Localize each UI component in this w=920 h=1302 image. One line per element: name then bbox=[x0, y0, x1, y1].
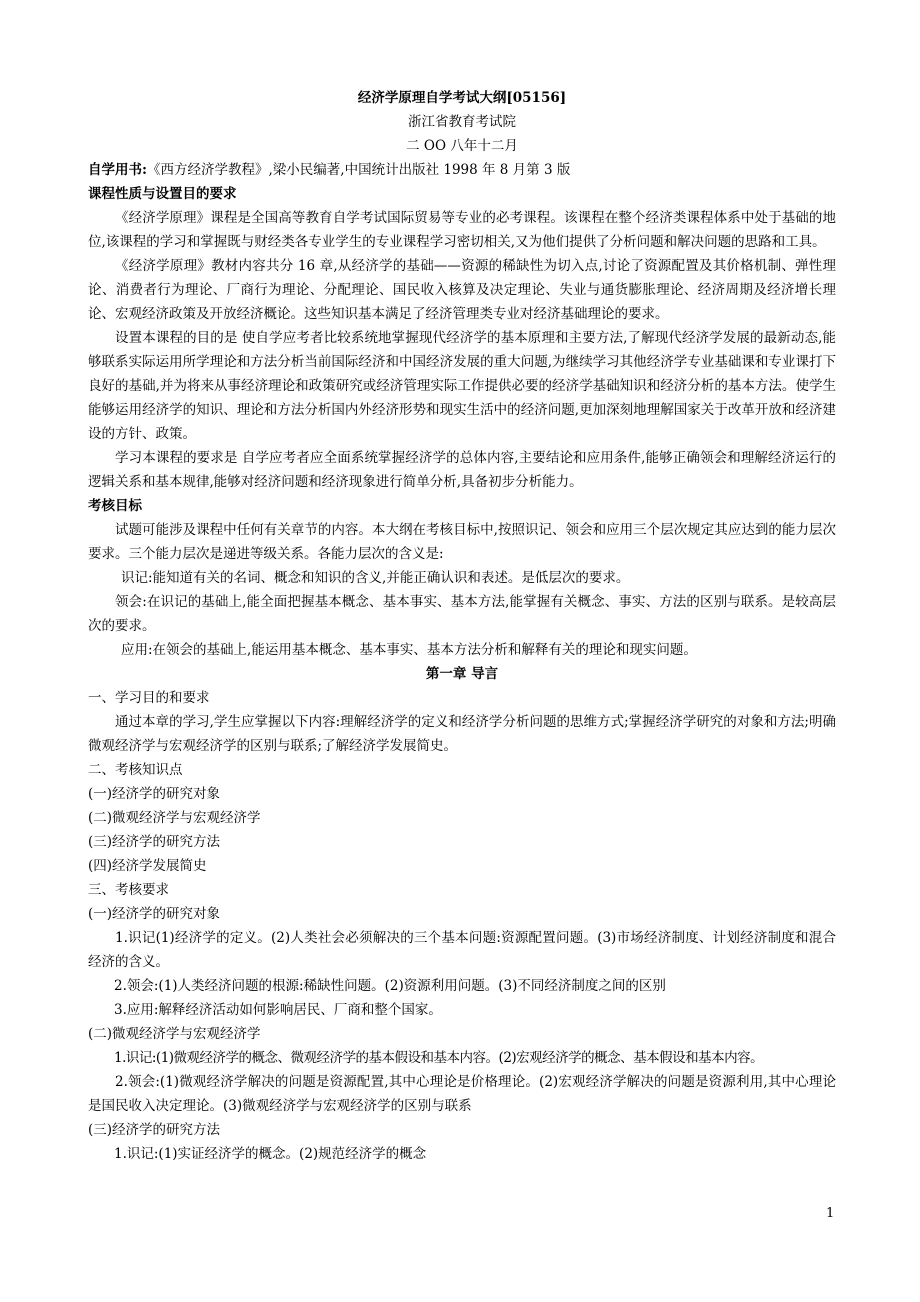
textbook-line bbox=[88, 158, 836, 182]
section-heading: 一、学习目的和要求 bbox=[88, 690, 210, 706]
requirement-item: 1.识记(1)经济学的定义。(2)人类社会必须解决的三个基本问题:资源配置问题。(3)市场经济制度、计划经济制度和混合经济的含义。 bbox=[88, 930, 836, 970]
page-number: 1 bbox=[826, 1206, 835, 1221]
issue-date: 二 OO 八年十二月 bbox=[406, 138, 518, 154]
knowledge-point: (一)经济学的研究对象 bbox=[88, 786, 221, 802]
requirement-item: 1.识记:(1)微观经济学的概念、微观经济学的基本假设和基本内容。(2)宏观经济学的概念、基本假设和基本内容。 bbox=[114, 1050, 764, 1066]
section-heading: 二、考核知识点 bbox=[88, 762, 183, 778]
requirement-item: 1.识记:(1)实证经济学的概念。(2)规范经济学的概念 bbox=[114, 1146, 427, 1162]
goals-paragraph: 试题可能涉及课程中任何有关章节的内容。本大纲在考核目标中,按照识记、领会和应用三个层次规定其应达到的能力层次要求。三个能力层次是递进等级关系。各能力层次的含义是: bbox=[88, 522, 836, 562]
requirement-heading: (三)经济学的研究方法 bbox=[88, 1122, 221, 1138]
document-page bbox=[88, 86, 836, 1166]
goal-understand: 领会:在识记的基础上,能全面把握基本概念、基本事实、基本方法,能掌握有关概念、事实、方法的区别与联系。是较高层次的要求。 bbox=[88, 594, 836, 634]
course-paragraph-4: 学习本课程的要求是 自学应考者应全面系统掌握经济学的总体内容,主要结论和应用条件,能够正确领会和理解经济运行的逻辑关系和基本规律,能够对经济问题和经济现象进行简单分析,具备初步分析能力。 bbox=[88, 450, 836, 490]
goal-recall: 识记:能知道有关的名词、概念和知识的含义,并能正确认识和表述。是低层次的要求。 bbox=[121, 570, 630, 586]
requirement-item: 2.领会:(1)微观经济学解决的问题是资源配置,其中心理论是价格理论。(2)宏观经济学解决的问题是资源利用,其中心理论是国民收入决定理论。(3)微观经济学与宏观经济学的区别与联系 bbox=[88, 1074, 836, 1114]
knowledge-point: (三)经济学的研究方法 bbox=[88, 834, 221, 850]
chapter-title: 第一章 导言 bbox=[425, 666, 499, 682]
section-heading: 三、考核要求 bbox=[88, 882, 169, 898]
knowledge-point: (二)微观经济学与宏观经济学 bbox=[88, 810, 261, 826]
requirement-item: 2.领会:(1)人类经济问题的根源:稀缺性问题。(2)资源利用问题。(3)不同经济制度之间的区别 bbox=[114, 978, 666, 994]
course-paragraph-1: 《经济学原理》课程是全国高等教育自学考试国际贸易等专业的必考课程。该课程在整个经济类课程体系中处于基础的地位,该课程的学习和掌握既与财经类各专业学生的专业课程学习密切相关,又为他们提供了分析问题和解决问题的思路和工具。 bbox=[88, 210, 836, 250]
textbook-value: 《西方经济学教程》,梁小民编著,中国统计出版社 1998 年 8 月第 3 版 bbox=[146, 162, 571, 178]
requirement-item: 3.应用:解释经济活动如何影响居民、厂商和整个国家。 bbox=[114, 1002, 442, 1018]
document-title: 经济学原理自学考试大纲[05156] bbox=[357, 90, 567, 106]
course-heading: 课程性质与设置目的要求 bbox=[88, 186, 237, 202]
knowledge-point: (四)经济学发展简史 bbox=[88, 858, 207, 874]
issuing-organization: 浙江省教育考试院 bbox=[408, 114, 516, 130]
textbook-label: 自学用书: bbox=[88, 162, 147, 178]
course-paragraph-2: 《经济学原理》教材内容共分 16 章,从经济学的基础——资源的稀缺性为切入点,讨论了资源配置及其价格机制、弹性理论、消费者行为理论、厂商行为理论、分配理论、国民收入核算及决定理论、失业与通货膨胀理论、经济周期及经济增长理论、宏观经济政策及开放经济概论。这些知识基本满足了经济管理类专业对经济基础理论的要求。 bbox=[88, 258, 836, 322]
requirement-heading: (一)经济学的研究对象 bbox=[88, 906, 221, 922]
requirement-heading: (二)微观经济学与宏观经济学 bbox=[88, 1026, 261, 1042]
goal-apply: 应用:在领会的基础上,能运用基本概念、基本事实、基本方法分析和解释有关的理论和现实问题。 bbox=[121, 642, 697, 658]
goals-heading: 考核目标 bbox=[88, 498, 142, 514]
course-paragraph-3: 设置本课程的目的是 使自学应考者比较系统地掌握现代经济学的基本原理和主要方法,了解现代经济学发展的最新动态,能够联系实际运用所学理论和方法分析当前国际经济和中国经济发展的重大问题,为继续学习其他经济学专业基础课和专业课打下良好的基础,并为将来从事经济理论和政策研究或经济管理实际工作提供必要的经济学基础知识和经济分析的基本方法。使学生能够运用经济学的知识、理论和方法分析国内外经济形势和现实生活中的经济问题,更加深刻地理解国家关于改革开放和经济建设的方针、政策。 bbox=[88, 330, 836, 442]
section-paragraph: 通过本章的学习,学生应掌握以下内容:理解经济学的定义和经济学分析问题的思维方式;掌握经济学研究的对象和方法;明确微观经济学与宏观经济学的区别与联系;了解经济学发展简史。 bbox=[88, 714, 836, 754]
